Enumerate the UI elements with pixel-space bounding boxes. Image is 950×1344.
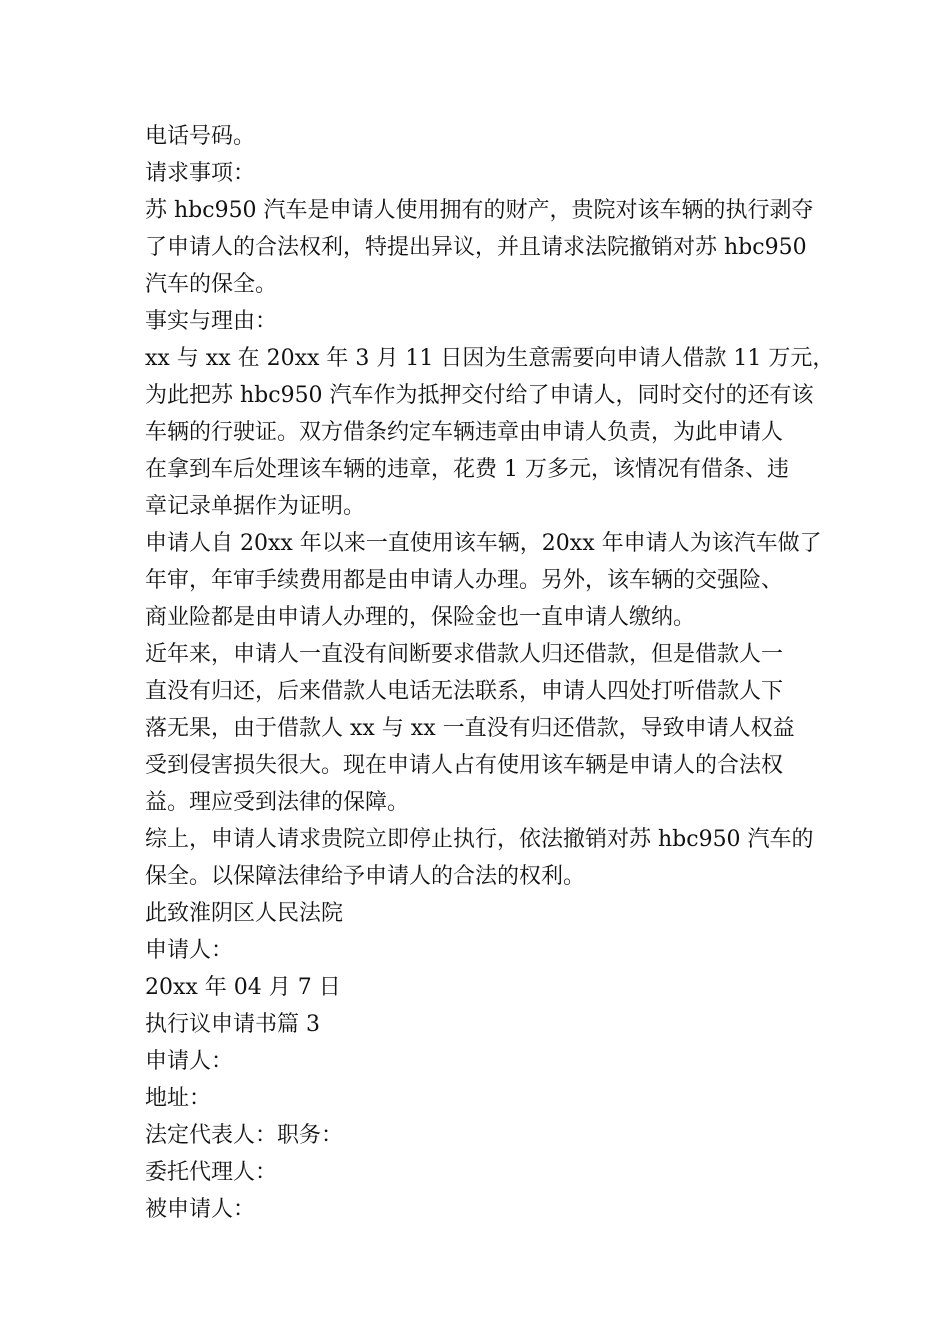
text-line: 苏 hbc950 汽车是申请人使用拥有的财产，贵院对该车辆的执行剥夺 [145,198,814,223]
text-line: 直没有归还，后来借款人电话无法联系，申请人四处打听借款人下 [145,679,784,704]
text-line: 汽车的保全。 [145,272,278,297]
text-line: 电话号码。 [145,124,256,149]
text-line: 章记录单据作为证明。 [145,494,366,519]
text-line: 申请人自 20xx 年以来一直使用该车辆，20xx 年申请人为该汽车做了 [145,531,822,556]
applicant-signature-label: 申请人： [145,938,234,963]
text-line: 综上，申请人请求贵院立即停止执行，依法撤销对苏 hbc950 汽车的 [145,827,814,852]
section-heading-requests: 请求事项： [145,161,256,186]
text-line: 车辆的行驶证。双方借条约定车辆违章由申请人负责，为此申请人 [145,420,784,445]
agent-label: 委托代理人： [145,1160,278,1185]
text-line: 受到侵害损失很大。现在申请人占有使用该车辆是申请人的合法权 [145,753,784,778]
applicant-label: 申请人： [145,1049,234,1074]
respondent-label: 被申请人： [145,1197,256,1222]
text-line: 保全。以保障法律给予申请人的合法的权利。 [145,864,586,889]
section-title-part3: 执行议申请书篇 3 [145,1012,320,1037]
address-label: 地址： [145,1086,212,1111]
text-line: 益。理应受到法律的保障。 [145,790,410,815]
text-line: xx 与 xx 在 20xx 年 3 月 11 日因为生意需要向申请人借款 11 万元， [145,346,835,371]
text-line: 在拿到车后处理该车辆的违章，花费 1 万多元，该情况有借条、违 [145,457,789,482]
text-line: 了申请人的合法权利，特提出异议，并且请求法院撤销对苏 hbc950 [145,235,807,260]
section-heading-facts: 事实与理由： [145,309,278,334]
legal-representative-label: 法定代表人：职务： [145,1123,344,1148]
document-date: 20xx 年 04 月 7 日 [145,975,341,1000]
text-line: 落无果，由于借款人 xx 与 xx 一直没有归还借款，导致申请人权益 [145,716,795,741]
text-line: 为此把苏 hbc950 汽车作为抵押交付给了申请人，同时交付的还有该 [145,383,814,408]
text-line: 近年来，申请人一直没有间断要求借款人归还借款，但是借款人一 [145,642,784,667]
document-body [145,118,835,1228]
text-line: 商业险都是由申请人办理的，保险金也一直申请人缴纳。 [145,605,696,630]
text-line: 年审，年审手续费用都是由申请人办理。另外，该车辆的交强险、 [145,568,784,593]
addressee-line: 此致淮阴区人民法院 [145,901,344,926]
